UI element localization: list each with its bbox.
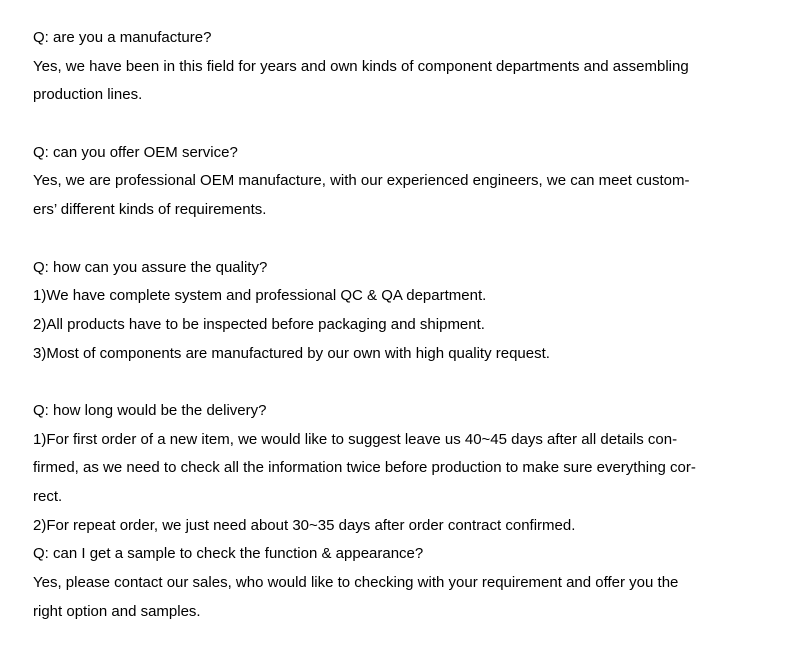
faq-document	[33, 24, 763, 626]
faq-answer-line: production lines.	[33, 86, 143, 104]
faq-answer-line: Yes, we have been in this field for years and own kinds of component departments and assembling	[33, 57, 689, 75]
paragraph-spacer	[33, 225, 763, 254]
faq-question: Q: are you a manufacture?	[33, 29, 212, 46]
faq-answer-line: firmed, as we need to check all the information twice before production to make sure everything cor-	[33, 459, 696, 477]
faq-answer-line: 1)We have complete system and professional QC & QA department.	[33, 287, 487, 305]
paragraph-spacer	[33, 110, 763, 139]
faq-answer-line: 3)Most of components are manufactured by our own with high quality request.	[33, 344, 550, 362]
faq-answer-line: rect.	[33, 488, 63, 505]
faq-answer-line: right option and samples.	[33, 602, 201, 620]
faq-question: Q: how can you assure the quality?	[33, 258, 268, 276]
faq-question: Q: can you offer OEM service?	[33, 143, 238, 161]
faq-question: Q: can I get a sample to check the function & appearance?	[33, 545, 424, 563]
paragraph-spacer	[33, 368, 763, 397]
faq-answer-line: 1)For first order of a new item, we would like to suggest leave us 40~45 days after all details con-	[33, 430, 678, 448]
faq-question: Q: how long would be the delivery?	[33, 401, 267, 419]
faq-answer-line: Yes, we are professional OEM manufacture, with our experienced engineers, we can meet custom-	[33, 172, 690, 190]
faq-answer-line: Yes, please contact our sales, who would like to checking with your requirement and offer you the	[33, 574, 679, 592]
faq-answer-line: 2)For repeat order, we just need about 30~35 days after order contract confirmed.	[33, 516, 576, 534]
faq-answer-line: 2)All products have to be inspected before packaging and shipment.	[33, 315, 485, 333]
faq-answer-line: ers’ different kinds of requirements.	[33, 201, 267, 219]
